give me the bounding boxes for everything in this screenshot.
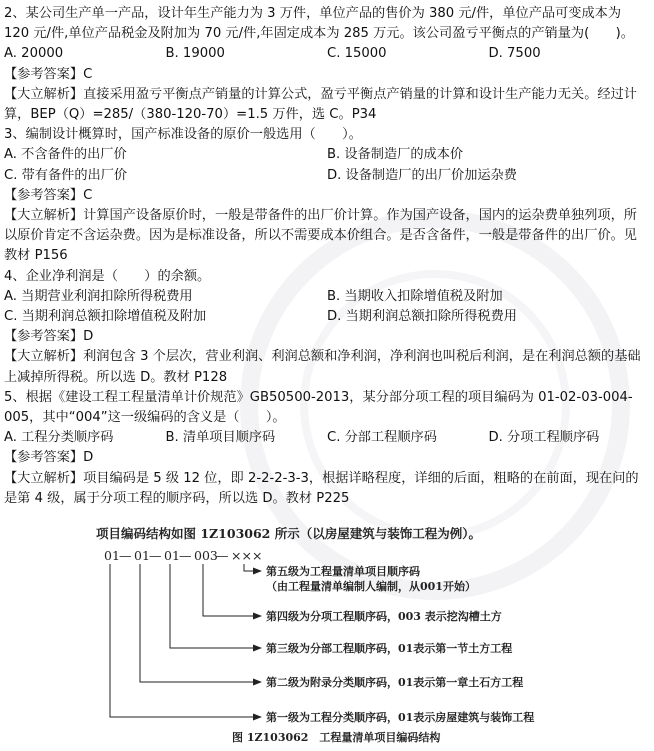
code-level1: 01 (104, 548, 120, 563)
q2-analysis: 【大立解析】直接采用盈亏平衡点产销量的计算公式，盈亏平衡点产销量的计算和设计生产能力无关。经过计算，BEP（Q）=285/（380-120-70）=1.5 万件，选 C。P34 (4, 86, 637, 123)
document-page (4, 4, 650, 509)
arrow-heads (253, 568, 262, 721)
level5-note: （由工程量清单编制人编制，从001开始） (266, 580, 476, 593)
q4-option-b: B. 当期收入扣除增值税及附加 (327, 288, 503, 304)
q2-options (4, 44, 650, 64)
level3-label: 第三级为分部工程顺序码，01表示第一节土方工程 (266, 642, 513, 655)
q5-option-c: C. 分部工程顺序码 (327, 430, 437, 446)
q5-analysis: 【大立解析】项目编码是 5 级 12 位，即 2-2-2-3-3，根据详略程度，详细的后面，粗略的在前面，现在问的是第 4 级，属于分项工程的顺序码，所以选 D。教材 P225 (4, 470, 639, 506)
q5-option-d: D. 分项工程顺序码 (488, 430, 600, 446)
q4-option-c: C. 当期利润总额扣除增值税及附加 (4, 309, 207, 325)
q3-options-row1 (4, 145, 650, 165)
q3-options-row2 (4, 166, 650, 186)
q5-option-a: A. 工程分类顺序码 (4, 430, 114, 446)
code-dash4: — (216, 548, 229, 563)
level4-label: 第四级为分项工程顺序码，003 表示挖沟槽土方 (266, 610, 502, 623)
q5-stem: 5、根据《建设工程工程量清单计价规范》GB50500-2013，某分部分项工程的项目编码为 01-02-03-004-005，其中“004”这一级编码的含义是（ ）。 (4, 389, 633, 426)
q3-stem: 3、编制设计概算时，国产标准设备的原价一般选用（ ）。 (4, 127, 362, 143)
q3-answer: 【参考答案】C (4, 187, 93, 203)
code-dash1: — (119, 548, 132, 563)
q3-option-a: A. 不含备件的出厂价 (4, 147, 127, 163)
q2-option-c: C. 15000 (327, 46, 387, 62)
q4-answer: 【参考答案】D (4, 329, 94, 345)
q3-option-c: C. 带有备件的出厂价 (4, 167, 128, 183)
q3-option-d: D. 设备制造厂的出厂价加运杂费 (327, 167, 517, 183)
q4-analysis: 【大立解析】利润包含 3 个层次，营业利润、利润总额和净利润，净利润也叫税后利润，是在利润总额的基础上减掉所得税。所以选 D。教材 P128 (4, 349, 641, 385)
code-level3: 01 (164, 548, 180, 563)
code-level2: 01 (134, 548, 150, 563)
q2-answer: 【参考答案】C (4, 66, 93, 82)
q5-answer: 【参考答案】D (4, 450, 94, 466)
q4-option-d: D. 当期利润总额扣除所得税费用 (327, 309, 517, 325)
code-level5: ××× (231, 548, 263, 563)
figure-caption: 图 1Z103062 工程量清单项目编码结构 (232, 731, 441, 744)
q2-option-d: D. 7500 (488, 46, 541, 62)
level2-label: 第二级为附录分类顺序码，01表示第一章土石方工程 (266, 676, 524, 689)
figure-intro: 项目编码结构如图 1Z103062 所示（以房屋建筑与装饰工程为例）。 (96, 526, 481, 541)
q2-option-a: A. 20000 (4, 46, 64, 62)
q4-option-a: A. 当期营业利润扣除所得税费用 (4, 288, 193, 304)
q2-option-b: B. 19000 (165, 46, 225, 62)
code-structure-figure (0, 522, 654, 747)
q5-options (4, 428, 650, 448)
code-structure-diagram (0, 522, 654, 747)
q4-options-row1 (4, 287, 650, 307)
level5-label: 第五级为工程量清单项目顺序码 (266, 565, 420, 578)
q2-stem: 2、某公司生产单一产品，设计年生产能力为 3 万件，单位产品的售价为 380 元/件，单位产品可变成本为 120 元/件,单位产品税金及附加为 70 元/件,年固定成本为 285 万元。该公司盈亏平衡点的产销量为( )。 (4, 6, 634, 42)
level1-label: 第一级为工程分类顺序码，01表示房屋建筑与装饰工程 (266, 711, 535, 724)
q3-option-b: B. 设备制造厂的成本价 (327, 147, 464, 163)
q5-option-b: B. 清单项目顺序码 (165, 430, 276, 446)
code-dash2: — (149, 548, 162, 563)
q3-analysis: 【大立解析】计算国产设备原价时，一般是带备件的出厂价计算。作为国产设备，国内的运杂费单独列项，所以原价肯定不含运杂费。因为是标准设备，所以不需要成本价组合。是否含备件，一般是带备件的出厂价。见教材 P156 (4, 208, 637, 264)
code-dash3: — (179, 548, 192, 563)
code-level4: 003 (194, 548, 218, 563)
connector-lines (110, 564, 253, 717)
q4-stem: 4、企业净利润是（ ）的余额。 (4, 268, 211, 284)
q4-options-row2 (4, 307, 650, 327)
